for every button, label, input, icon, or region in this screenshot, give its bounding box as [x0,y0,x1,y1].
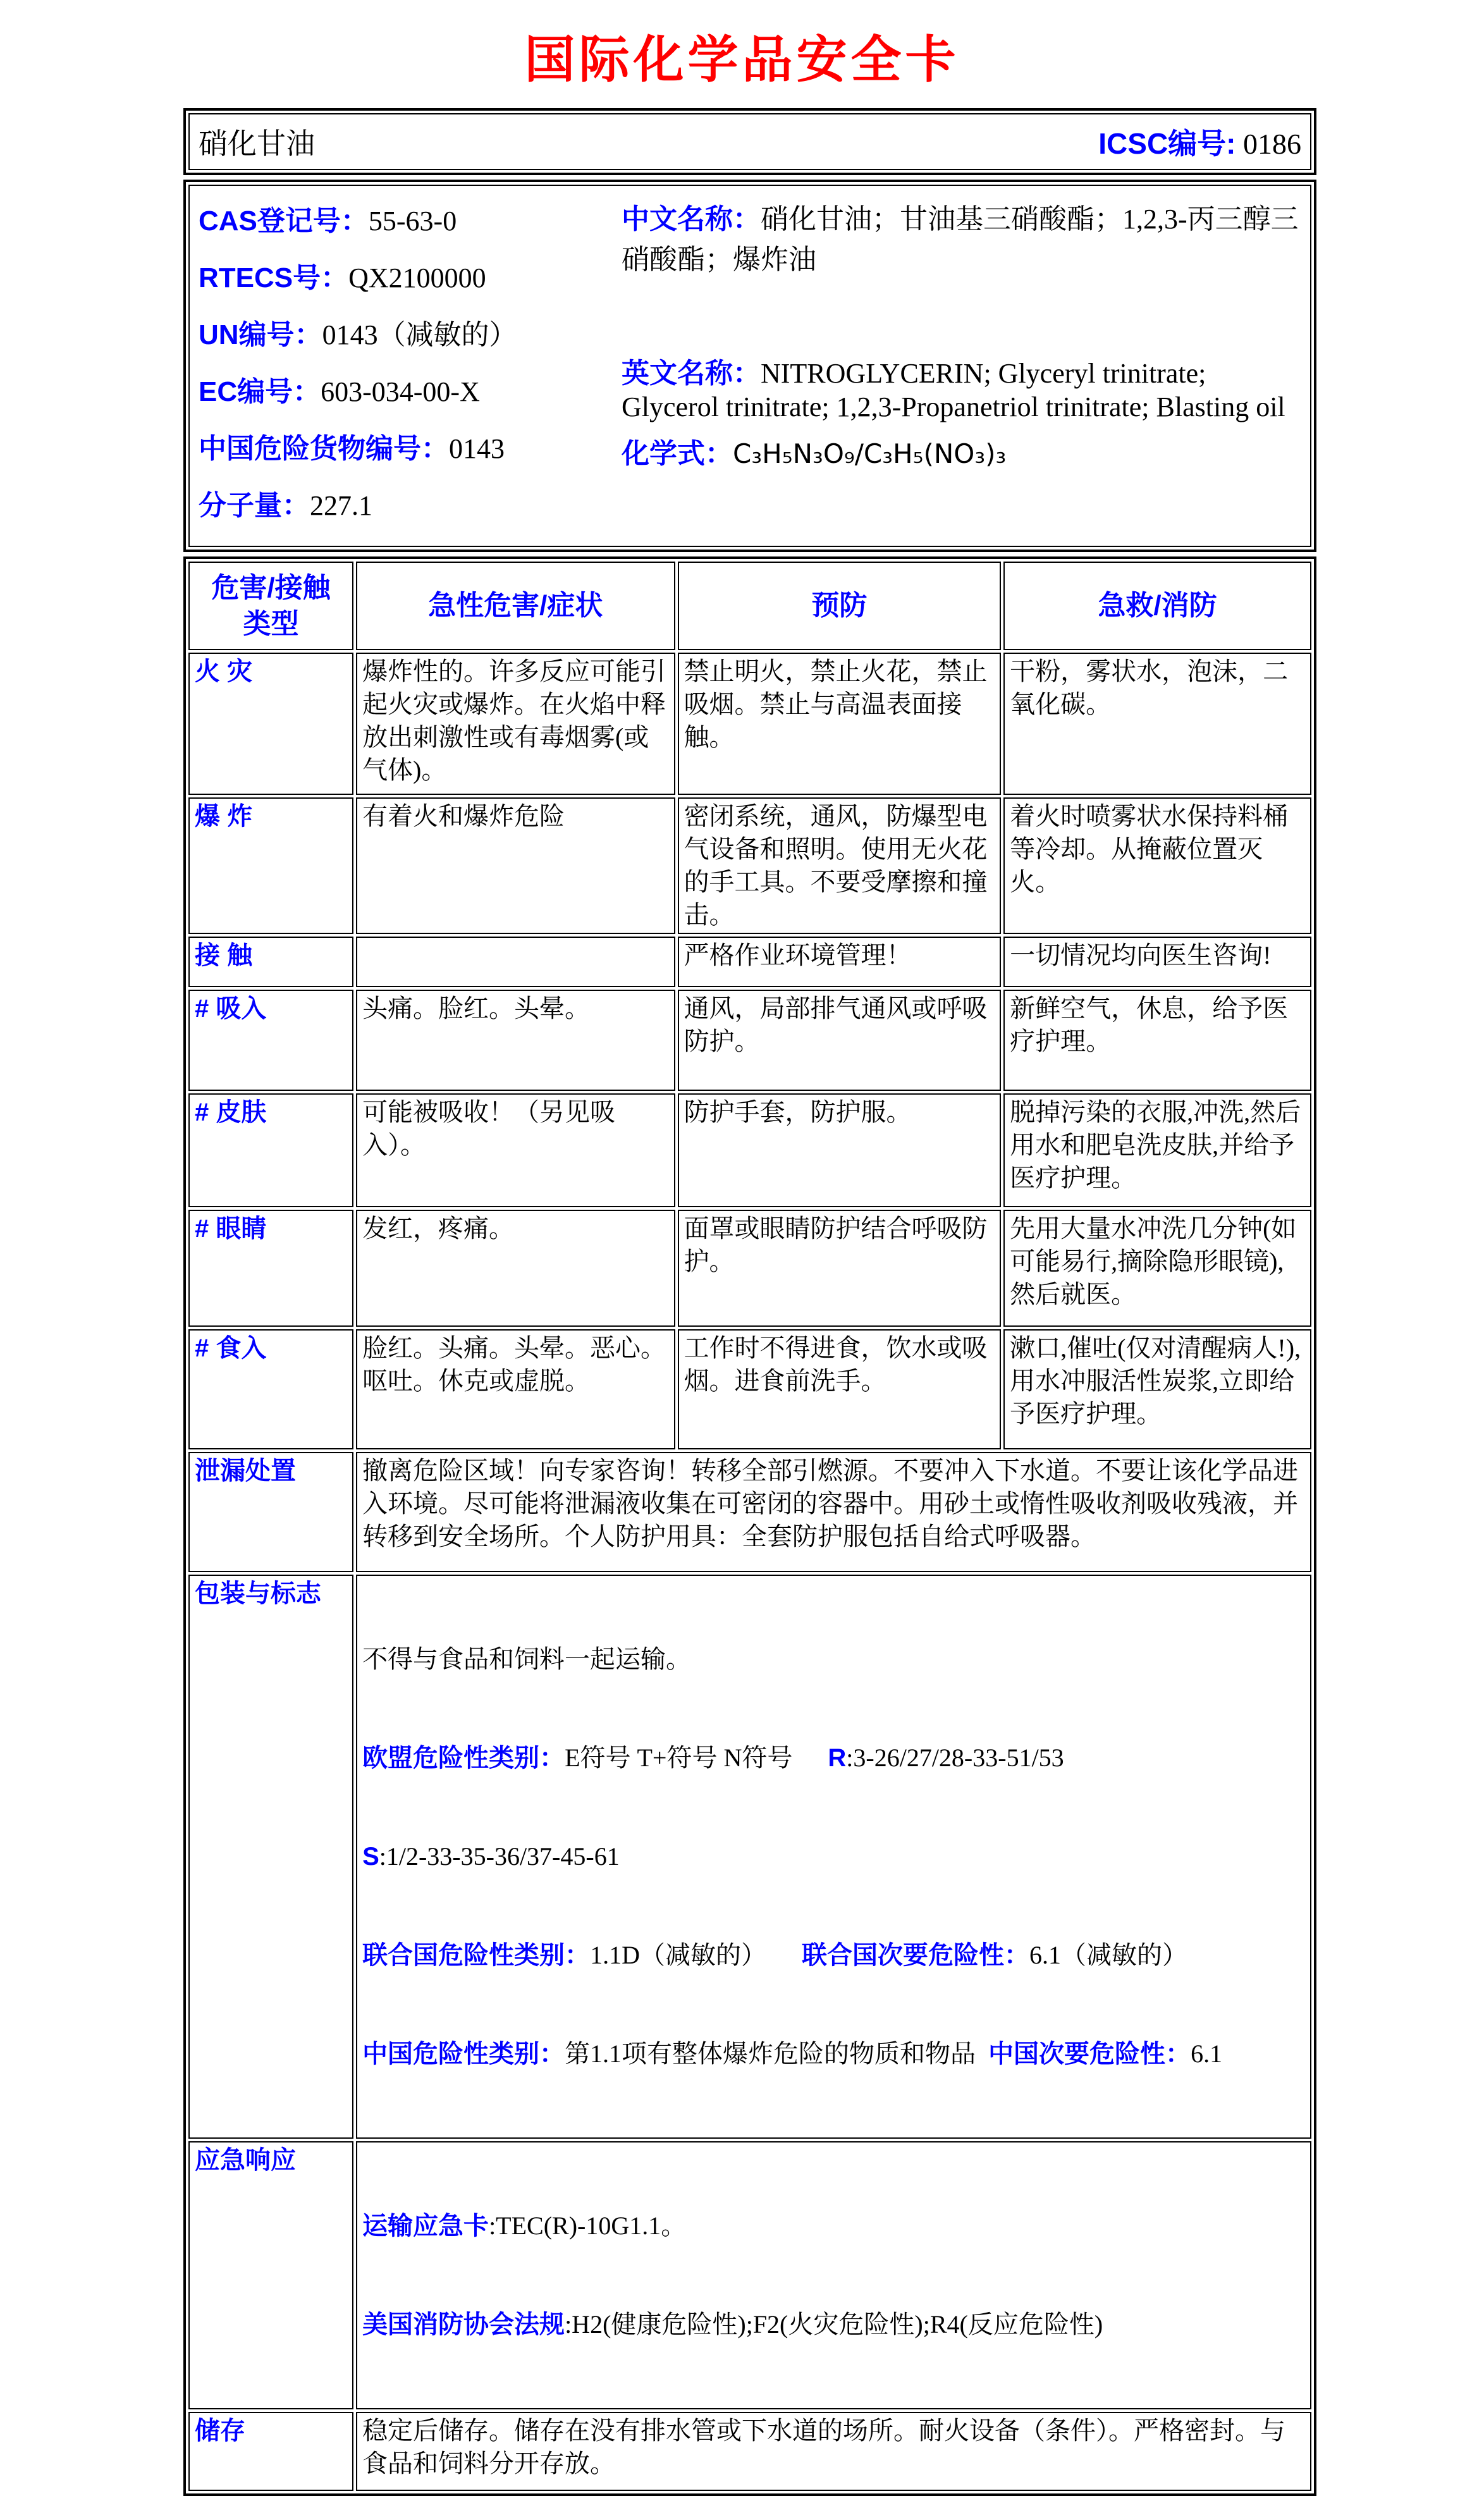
english-name-label: 英文名称： [622,358,761,389]
hazard-type-cell: # 吸入 [188,990,353,1091]
s-phrases-value: :1/2-33-35-36/37-45-61 [379,1842,620,1871]
formula-label: 化学式： [622,438,733,469]
substance-name: 硝化甘油 [199,128,315,160]
icsc-number: 0186 [1243,128,1301,160]
table-row-ingestion [188,1329,1311,1449]
prevention-cell: 防护手套，防护服。 [678,1093,1002,1207]
name-list [613,192,1301,539]
cas-label: CAS登记号： [199,206,369,237]
section-content [356,1575,1311,2139]
symptoms-cell: 有着火和爆炸危险 [356,797,675,934]
table-row-packaging-labelling [188,1575,1311,2139]
section-label: 储存 [188,2412,353,2491]
table-row-eyes [188,1210,1311,1327]
english-name-value: NITROGLYCERIN; Glyceryl trinitrate; Glycerol trinitrate; 1,2,3-Propanetriol trinitrate; Blasting oil [622,358,1285,422]
rtecs-number-row [199,255,613,295]
page-title: 国际化学品安全卡 [524,32,960,88]
rtecs-label: RTECS号： [199,262,349,293]
firstaid-cell: 干粉，雾状水，泡沫，二氧化碳。 [1003,653,1311,795]
hazard-table-header-row [188,562,1311,650]
table-row-storage [188,2412,1311,2491]
identifier-list [199,192,613,539]
tec-label: 运输应急卡 [362,2212,489,2240]
section-label: 应急响应 [188,2141,353,2409]
r-phrases-value: :3-26/27/28-33-51/53 [846,1743,1064,1772]
china-class-label: 中国危险性类别： [362,2040,565,2068]
firstaid-cell: 脱掉污染的衣服,冲洗,然后用水和肥皂洗皮肤,并给予医疗护理。 [1003,1093,1311,1207]
card-header-box [183,108,1316,175]
table-row-inhalation [188,990,1311,1091]
section-content: 撤离危险区域！向专家咨询！转移全部引燃源。不要冲入下水道。不要让该化学品进入环境。尽可能将泄漏液收集在可密闭的容器中。用砂土或惰性吸收剂吸收残液，并转移到安全场所。个人防护用具：全套防护服包括自给式呼吸器。 [356,1452,1311,1572]
firstaid-cell: 先用大量水冲洗几分钟(如可能易行,摘除隐形眼镜),然后就医。 [1003,1210,1311,1327]
china-dg-value: 0143 [449,433,505,464]
nfpa-code-line [362,2308,1305,2341]
header-symptoms: 急性危害/症状 [356,562,675,650]
chinese-name-label: 中文名称： [622,204,761,235]
symptoms-cell: 爆炸性的。许多反应可能引起火灾或爆炸。在火焰中释放出刺激性或有毒烟雾(或气体)。 [356,653,675,795]
header-hazard-type-line2: 类型 [243,608,299,639]
hazard-type-cell: 火 灾 [188,653,353,795]
symptoms-cell: 发红，疼痛。 [356,1210,675,1327]
un-class-label: 联合国危险性类别： [362,1941,591,1969]
card-content [183,108,1316,2496]
nfpa-value: :H2(健康危险性);F2(火灾危险性);R4(反应危险性) [565,2310,1103,2339]
symptoms-cell: 可能被吸收！（另见吸入）。 [356,1093,675,1207]
symptoms-cell: 脸红。头痛。头晕。恶心。呕吐。休克或虚脱。 [356,1329,675,1449]
icsc-number-group [1098,121,1301,163]
hazard-type-cell: # 食入 [188,1329,353,1449]
prevention-cell: 面罩或眼睛防护结合呼吸防护。 [678,1210,1002,1327]
molweight-label: 分子量： [199,490,310,521]
un-label: UN编号： [199,319,322,350]
china-class-value: 第1.1项有整体爆炸危险的物质和物品 [565,2039,976,2068]
china-sub-risk-value: 6.1 [1191,2039,1223,2068]
header-firstaid: 急救/消防 [1003,562,1311,650]
china-dg-number-row [199,426,613,466]
hazard-type-cell: # 眼睛 [188,1210,353,1327]
molecular-weight-row [199,483,613,523]
ec-number-row [199,369,613,409]
firstaid-cell: 一切情况均向医生咨询! [1003,937,1311,987]
rtecs-value: QX2100000 [348,262,486,293]
r-phrases-label: R [828,1744,847,1772]
eu-class-label: 欧盟危险性类别： [362,1744,565,1772]
chinese-name-value: 硝化甘油；甘油基三硝酸酯；1,2,3-丙三醇三硝酸酯；爆炸油 [622,204,1299,275]
firstaid-cell: 着火时喷雾状水保持料桶等冷却。从掩蔽位置灭火。 [1003,797,1311,934]
un-class-value: 1.1D（减敏的） [590,1941,766,1969]
table-row-contact [188,937,1311,987]
header-prevention: 预防 [678,562,1002,650]
un-sub-risk-label: 联合国次要危险性： [801,1941,1029,1969]
firstaid-cell: 新鲜空气，休息，给予医疗护理。 [1003,990,1311,1091]
eu-classification-line [362,1742,1305,1774]
un-classification-line [362,1939,1305,1972]
firstaid-cell: 漱口,催吐(仅对清醒病人!),用水冲服活性炭浆,立即给予医疗护理。 [1003,1329,1311,1449]
transport-emergency-card-line [362,2210,1305,2242]
table-row-spill-disposal [188,1452,1311,1572]
prevention-cell: 工作时不得进食，饮水或吸烟。进食前洗手。 [678,1329,1002,1449]
table-row-skin [188,1093,1311,1207]
symptoms-cell: 头痛。脸红。头晕。 [356,990,675,1091]
molweight-value: 227.1 [310,490,372,521]
header-hazard-type-line1: 危害/接触 [211,572,331,603]
prevention-cell: 严格作业环境管理！ [678,937,1002,987]
formula-value: C₃H₅N₃O₉/C₃H₅(NO₃)₃ [733,438,1007,469]
section-content: 稳定后储存。储存在没有排水管或下水道的场所。耐火设备（条件）。严格密封。与食品和饲料分开存放。 [356,2412,1311,2491]
header-hazard-type [188,562,353,650]
un-number-row [199,312,613,352]
china-sub-risk-label: 中国次要危险性： [988,2040,1191,2068]
section-label: 包装与标志 [188,1575,353,2139]
icsc-label: ICSC编号: [1098,127,1236,160]
ec-label: EC编号： [199,376,321,407]
prevention-cell: 禁止明火，禁止火花，禁止吸烟。禁止与高温表面接触。 [678,653,1002,795]
china-classification-line [362,2038,1305,2070]
s-phrases-line [362,1840,1305,1873]
hazard-type-cell: # 皮肤 [188,1093,353,1207]
chinese-name-row [622,196,1301,277]
identification-box [183,180,1316,552]
tec-value: :TEC(R)-10G1.1。 [489,2211,687,2240]
section-label: 泄漏处置 [188,1452,353,1572]
cas-value: 55-63-0 [368,206,457,237]
ec-value: 603-034-00-X [321,376,480,407]
hazard-table [183,556,1316,2496]
table-row-emergency-response [188,2141,1311,2409]
un-sub-risk-value: 6.1（减敏的） [1029,1941,1187,1969]
prevention-cell: 通风，局部排气通风或呼吸防护。 [678,990,1002,1091]
hazard-type-cell: 接 触 [188,937,353,987]
s-phrases-label: S [362,1843,379,1871]
packaging-transport-line: 不得与食品和饲料一起运输。 [362,1645,692,1673]
table-row-fire [188,653,1311,795]
table-row-explosion [188,797,1311,934]
un-value: 0143（减敏的） [322,319,517,350]
formula-row [622,431,1301,471]
symptoms-cell [356,937,675,987]
eu-class-value: E符号 T+符号 N符号 [565,1743,793,1772]
english-name-row [622,350,1301,423]
section-content [356,2141,1311,2409]
china-dg-label: 中国危险货物编号： [199,433,449,464]
nfpa-label: 美国消防协会法规 [362,2311,565,2339]
cas-number-row [199,198,613,238]
prevention-cell: 密闭系统，通风，防爆型电气设备和照明。使用无火花的手工具。不要受摩擦和撞击。 [678,797,1002,934]
hazard-type-cell: 爆 炸 [188,797,353,934]
